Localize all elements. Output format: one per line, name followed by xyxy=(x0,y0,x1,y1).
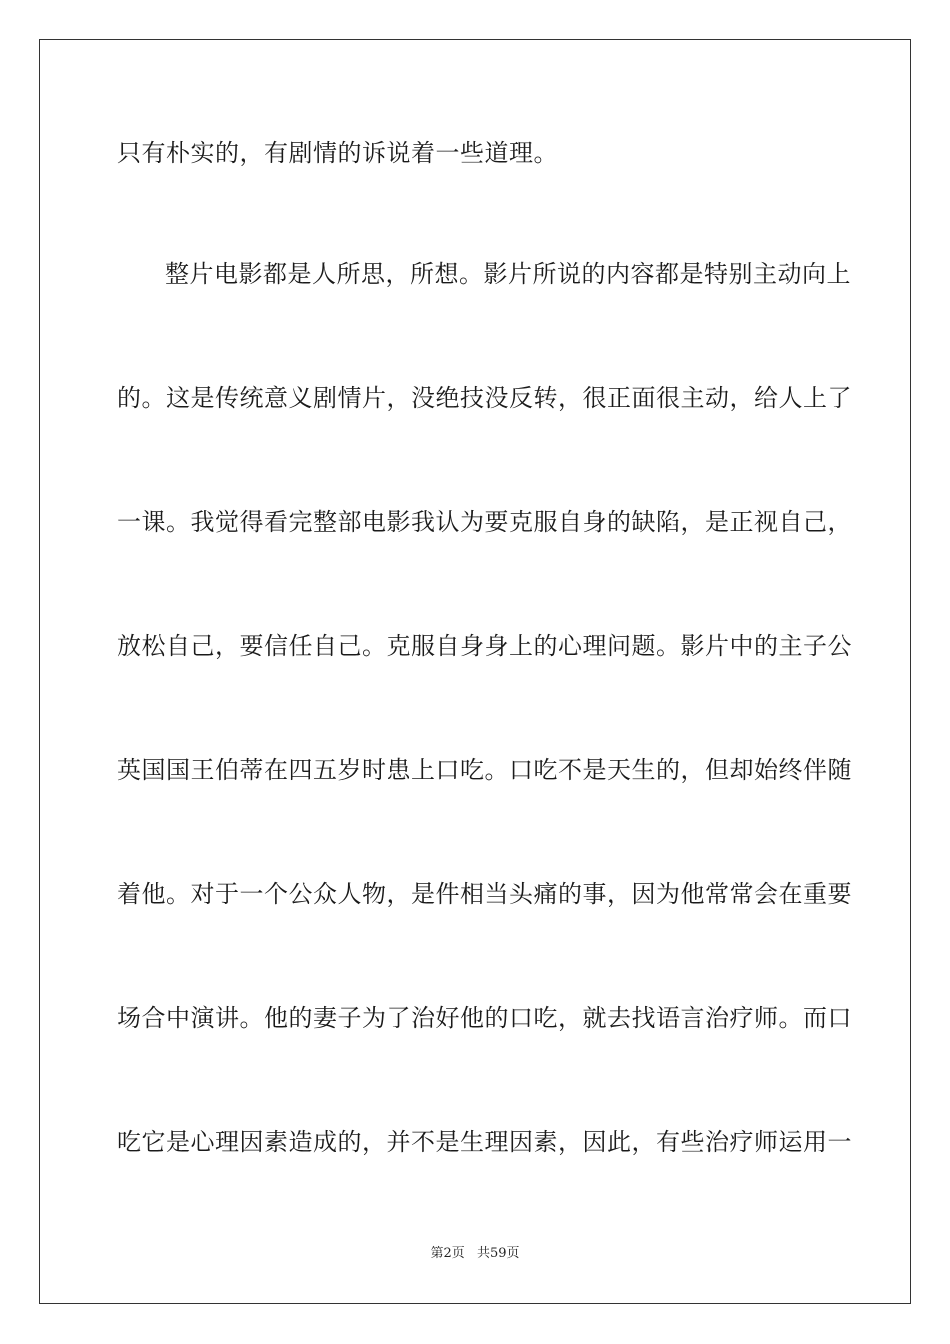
page-number: 第2页 xyxy=(430,1246,465,1261)
paragraph-line: 只有朴实的，有剧情的诉说着一些道理。 xyxy=(117,139,558,167)
paragraph-line: 着他。对于一个公众人物，是件相当头痛的事，因为他常常会在重要 xyxy=(117,880,852,908)
paragraph-line: 英国国王伯蒂在四五岁时患上口吃。口吃不是天生的，但却始终伴随 xyxy=(117,756,852,784)
paragraph-line: 整片电影都是人所思，所想。影片所说的内容都是特别主动向上 xyxy=(165,260,851,288)
page-border xyxy=(39,39,911,1304)
total-pages: 共59页 xyxy=(476,1246,520,1261)
paragraph-line: 的。这是传统意义剧情片，没绝技没反转，很正面很主动，给人上了 xyxy=(117,384,852,412)
paragraph-line: 场合中演讲。他的妻子为了治好他的口吃，就去找语言治疗师。而口 xyxy=(117,1004,852,1032)
page-footer xyxy=(0,1246,950,1262)
paragraph-line: 一课。我觉得看完整部电影我认为要克服自身的缺陷，是正视自己， xyxy=(117,508,852,536)
paragraph-line: 放松自己，要信任自己。克服自身身上的心理问题。影片中的主子公 xyxy=(117,632,852,660)
paragraph-line: 吃它是心理因素造成的，并不是生理因素，因此，有些治疗师运用一 xyxy=(117,1128,852,1156)
